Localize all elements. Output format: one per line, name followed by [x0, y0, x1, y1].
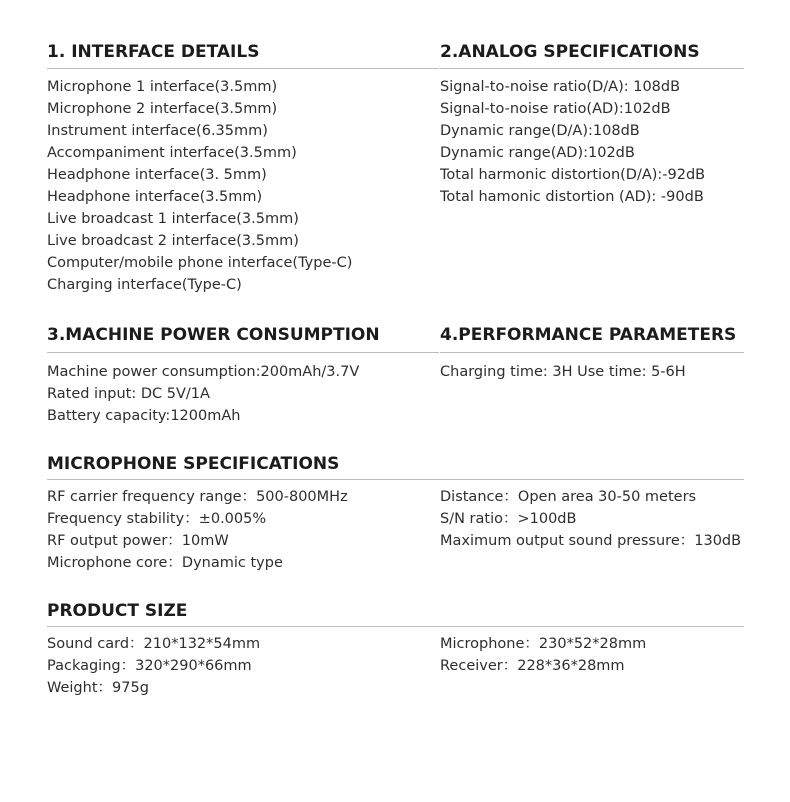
list-item: S/N ratio：>100dB [440, 511, 577, 527]
list-item: Battery capacity:1200mAh [47, 408, 241, 424]
list-item: Frequency stability：±0.005% [47, 511, 267, 527]
list-item: Microphone core：Dynamic type [47, 555, 283, 571]
power-consumption-heading: 3.MACHINE POWER CONSUMPTION [47, 325, 380, 345]
interface-details-list [47, 76, 352, 296]
product-size-left-list [47, 633, 260, 699]
list-item: Microphone 2 interface(3.5mm) [47, 101, 278, 117]
list-item: Headphone interface(3. 5mm) [47, 167, 267, 183]
list-item: Rated input: DC 5V/1A [47, 386, 210, 402]
product-size-divider [47, 626, 744, 627]
list-item: Charging interface(Type-C) [47, 277, 242, 293]
analog-specifications-heading: 2.ANALOG SPECIFICATIONS [440, 42, 700, 62]
interface-details-heading: 1. INTERFACE DETAILS [47, 42, 260, 62]
list-item: Live broadcast 2 interface(3.5mm) [47, 233, 299, 249]
list-item: RF output power：10mW [47, 533, 229, 549]
power-consumption-divider [47, 352, 439, 353]
list-item: Maximum output sound pressure：130dB [440, 533, 742, 549]
microphone-specifications-divider [47, 479, 744, 480]
list-item: Packaging：320*290*66mm [47, 658, 252, 674]
list-item: Microphone：230*52*28mm [440, 636, 647, 652]
list-item: Instrument interface(6.35mm) [47, 123, 268, 139]
list-item: Live broadcast 1 interface(3.5mm) [47, 211, 299, 227]
performance-parameters-divider [440, 352, 744, 353]
list-item: Accompaniment interface(3.5mm) [47, 145, 297, 161]
list-item: Machine power consumption:200mAh/3.7V [47, 364, 360, 380]
power-consumption-list [47, 361, 359, 427]
list-item: Sound card：210*132*54mm [47, 636, 261, 652]
performance-parameters-heading: 4.PERFORMANCE PARAMETERS [440, 325, 737, 345]
list-item: Microphone 1 interface(3.5mm) [47, 79, 278, 95]
analog-specifications-divider [440, 68, 744, 69]
list-item: Total harmonic distortion(D/A):-92dB [440, 167, 706, 183]
list-item: Signal-to-noise ratio(D/A): 108dB [440, 79, 681, 95]
microphone-specifications-heading: MICROPHONE SPECIFICATIONS [47, 454, 340, 474]
list-item: Receiver：228*36*28mm [440, 658, 625, 674]
list-item: Computer/mobile phone interface(Type-C) [47, 255, 353, 271]
list-item: Dynamic range(AD):102dB [440, 145, 635, 161]
interface-details-divider [47, 68, 439, 69]
list-item: Weight：975g [47, 680, 149, 696]
product-size-heading: PRODUCT SIZE [47, 601, 188, 621]
list-item: Charging time: 3H Use time: 5-6H [440, 364, 686, 380]
performance-parameters-list [440, 361, 686, 383]
product-size-right-list [440, 633, 646, 677]
list-item: RF carrier frequency range：500-800MHz [47, 489, 348, 505]
list-item: Signal-to-noise ratio(AD):102dB [440, 101, 671, 117]
list-item: Headphone interface(3.5mm) [47, 189, 263, 205]
list-item: Total hamonic distortion (AD): -90dB [440, 189, 704, 205]
list-item: Distance：Open area 30-50 meters [440, 489, 697, 505]
analog-specifications-list [440, 76, 705, 208]
microphone-specifications-right-list [440, 486, 741, 552]
microphone-specifications-left-list [47, 486, 348, 574]
list-item: Dynamic range(D/A):108dB [440, 123, 640, 139]
